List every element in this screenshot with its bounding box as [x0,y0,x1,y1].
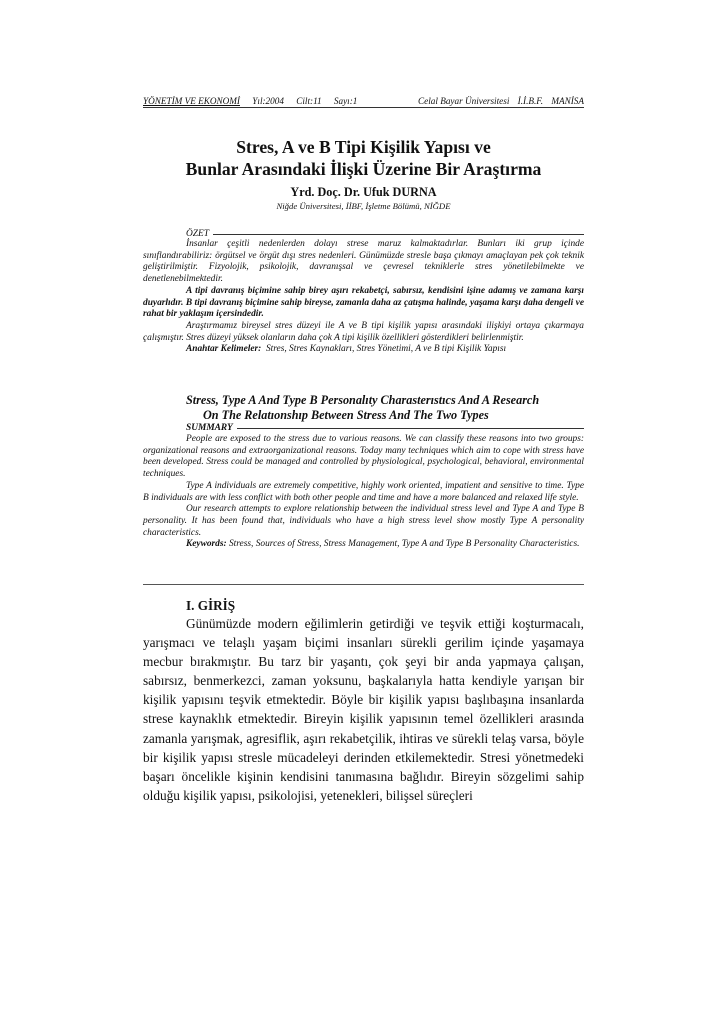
ozet-label: ÖZET [186,229,209,239]
keywords-value: Stres, Stres Kaynakları, Stres Yönetimi, A ve B tipi Kişilik Yapısı [265,344,507,355]
journal-name: YÖNETİM VE EKONOMİ [143,96,240,106]
keywords-label: Anahtar Kelimeler: [186,344,262,355]
summary-label: SUMMARY [186,423,233,433]
summary-paragraph: Our research attempts to explore relationship between the individual stress level and Type A and Type B personality. It has been found that, individuals who have a high stress level show mostly Type A personality characteristics. [143,504,584,538]
university: Celal Bayar Üniversitesi [418,96,510,106]
running-header-right [412,96,584,107]
summary-rule [237,428,584,429]
author-name: Yrd. Doç. Dr. Ufuk DURNA [290,185,437,199]
year: Yıl:2004 [252,96,284,106]
title-line-2: Bunlar Arasındaki İlişki Üzerine Bir Araştırma [185,159,542,179]
keywords-value: Stress, Sources of Stress, Stress Management, Type A and Type B Personality Characteristics. [228,539,580,550]
paper-title [143,136,584,180]
volume: Cilt:11 [296,96,322,106]
keywords-label: Keywords: [186,539,227,550]
summary-abstract [143,434,584,551]
running-header [143,96,584,108]
ozet-paragraph: Araştırmamız bireysel stres düzeyi ile A ve B tipi kişilik yapısı arasındaki ilişkiyi ortaya çıkarmaya çalışmıştır. Stres düzeyi yüksek olanların daha çok A tipi kişilik özellikleri gösterdikleri belirlenmiştir. [143,320,584,343]
ozet-abstract [143,239,584,356]
author-affiliation: Niğde Üniversitesi, İİBF, İşletme Bölümü, NİĞDE [276,201,451,211]
english-title-line-2: On The Relatıonshıp Between Stress And The Two Types [203,408,489,422]
summary-paragraph: Type A individuals are extremely competitive, highly work oriented, impatient and sensitive to time. Type B individuals are with less conflict with both other people and time and have a more balanced and relaxed life style. [143,480,584,503]
english-title-line-1: Stress, Type A And Type B Personalıty Charasterıstıcs And A Research [186,393,540,407]
summary-label-row [186,422,584,434]
city: MANİSA [551,96,584,106]
english-title [186,393,584,423]
summary-keywords [143,539,584,551]
summary-paragraph: People are exposed to the stress due to various reasons. We can classify these reasons into two groups: organizational reasons and extraorganizational reasons. Today many techniques which aim to cope with stress have been developed. Stress could be managed and controlled by physiological, psychological, behavioral, environmental techniques. [143,434,584,480]
ozet-paragraph: İnsanlar çeşitli nedenlerden dolayı strese maruz kalmaktadırlar. Bunları iki grup içinde sınıflandırabiliriz: örgütsel ve örgüt dışı stres nedenleri. Günümüzde stresle başa çıkmayı amaçlayan pek çok teknik geliştirilmiştir. Fizyolojik, psikolojik, davranışsal ve çevresel tekniklerle stres yönetilebilmekte ve denetlenebilmektedir. [143,239,584,285]
ozet-keywords [143,344,584,356]
abstract-bottom-rule [143,584,584,585]
ozet-rule [213,234,584,235]
faculty: İ.İ.B.F. [517,96,544,106]
section-heading-introduction: I. GİRİŞ [186,598,236,613]
ozet-paragraph: A tipi davranış biçimine sahip birey aşırı rekabetçi, sabırsız, kendisini işine adamış ve zamana karşı duyarlıdır. B tipi davranış biçimine sahip bireyse, zamanla daha az çatışma halinde, yaşama karşı daha dengeli ve rahat bir yaklaşım içersindedir. [143,285,584,320]
running-header-left [143,96,367,106]
introduction-body [143,614,584,805]
body-paragraph: Günümüzde modern eğilimlerin getirdiği ve teşvik ettiği koşturmacalı, yarışmacı ve telaşlı yaşam biçimi insanları sürekli gerilim içinde yaşamaya mecbur bırakmıştır. Bu tarz bir yaşantı, çok şeyi bir anda yapmaya çalışan, sabırsız, benmerkezci, zaman yoksunu, başkalarıyla hatta kendiyle yarışan bir kişilik yapısını teşvik etmektedir. Böyle bir kişilik yapısı başlıbaşına insanlarda strese kaynaklık etmektedir. Bireyin kişilik yapısının temel özellikleri arasında zamanla yarışmak, agresiflik, aşırı rekabetçilik, ihtiras ve sürekli telaş varsa, böyle bir kişilik yapısı stresle mücadeleyi derinden etkilemektedir. Stresi yönetmedeki başarı öncelikle kişinin kendisini tanımasına bağlıdır. Bireyin sözgelimi sahip olduğu kişilik yapısı, psikolojisi, yetenekleri, bilişsel süreçleri [143,616,584,803]
issue: Sayı:1 [333,96,358,106]
title-line-1: Stres, A ve B Tipi Kişilik Yapısı ve [236,137,491,157]
